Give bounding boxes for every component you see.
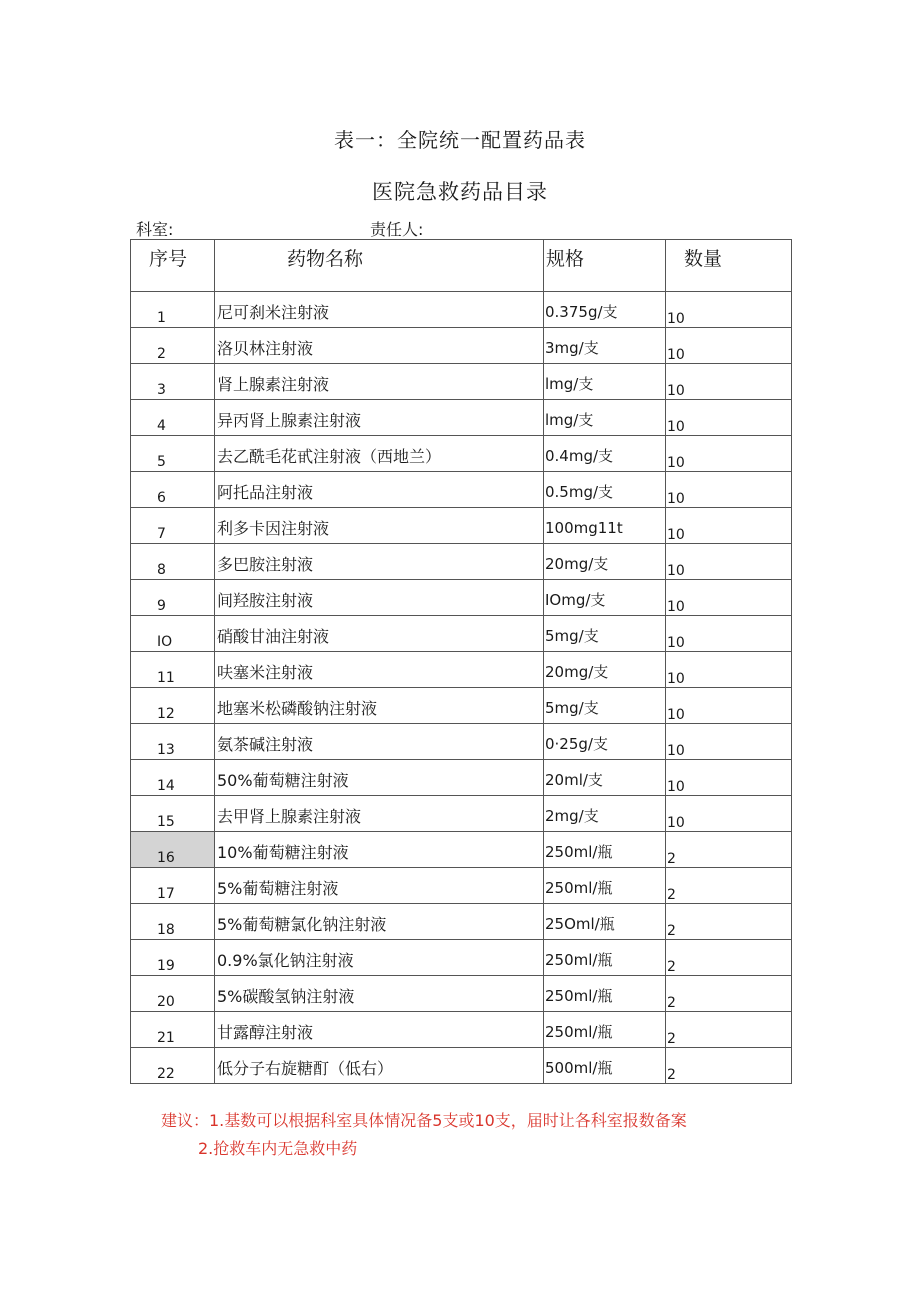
cell-name: 氨茶碱注射液 — [215, 724, 544, 760]
header-qty: 数量 — [666, 240, 792, 292]
cell-qty: 10 — [666, 724, 792, 760]
table-row — [131, 688, 792, 724]
cell-no: 22 — [131, 1048, 215, 1084]
table-row — [131, 868, 792, 904]
cell-qty: 2 — [666, 1012, 792, 1048]
cell-spec: 250ml/瓶 — [544, 940, 666, 976]
cell-name: 肾上腺素注射液 — [215, 364, 544, 400]
cell-name: 5%碳酸氢钠注射液 — [215, 976, 544, 1012]
cell-qty: 2 — [666, 832, 792, 868]
cell-qty: 10 — [666, 760, 792, 796]
cell-no: 4 — [131, 400, 215, 436]
cell-spec: 500ml/瓶 — [544, 1048, 666, 1084]
cell-spec: 250ml/瓶 — [544, 868, 666, 904]
cell-qty: 2 — [666, 940, 792, 976]
note-line-1: 建议：1.基数可以根据科室具体情况备5支或10支，届时让各科室报数备案 — [161, 1111, 687, 1130]
cell-no: 5 — [131, 436, 215, 472]
table-row — [131, 832, 792, 868]
cell-name: 硝酸甘油注射液 — [215, 616, 544, 652]
header-name: 药物名称 — [215, 240, 544, 292]
cell-no: 9 — [131, 580, 215, 616]
table-header-row — [131, 240, 792, 292]
cell-qty: 2 — [666, 904, 792, 940]
cell-name: 5%葡萄糖注射液 — [215, 868, 544, 904]
cell-name: 地塞米松磷酸钠注射液 — [215, 688, 544, 724]
cell-qty: 10 — [666, 400, 792, 436]
table-row — [131, 328, 792, 364]
cell-spec: lmg/支 — [544, 364, 666, 400]
cell-no: IO — [131, 616, 215, 652]
table-row — [131, 652, 792, 688]
table-row — [131, 580, 792, 616]
cell-no: 20 — [131, 976, 215, 1012]
cell-no: 18 — [131, 904, 215, 940]
table-row — [131, 616, 792, 652]
cell-spec: 20mg/支 — [544, 652, 666, 688]
cell-no: 19 — [131, 940, 215, 976]
cell-qty: 10 — [666, 508, 792, 544]
cell-qty: 10 — [666, 652, 792, 688]
cell-qty: 10 — [666, 796, 792, 832]
cell-name: 5%葡萄糖氯化钠注射液 — [215, 904, 544, 940]
cell-qty: 10 — [666, 688, 792, 724]
cell-no: 21 — [131, 1012, 215, 1048]
cell-no: 3 — [131, 364, 215, 400]
cell-name: 阿托品注射液 — [215, 472, 544, 508]
cell-spec: IOmg/支 — [544, 580, 666, 616]
cell-name: 间羟胺注射液 — [215, 580, 544, 616]
page-subtitle: 医院急救药品目录 — [372, 180, 548, 204]
cell-qty: 10 — [666, 436, 792, 472]
cell-name: 去乙酰毛花甙注射液（西地兰） — [215, 436, 544, 472]
cell-spec: 0.4mg/支 — [544, 436, 666, 472]
table-row — [131, 544, 792, 580]
table-row — [131, 508, 792, 544]
table-row — [131, 724, 792, 760]
cell-qty: 10 — [666, 364, 792, 400]
cell-no: 12 — [131, 688, 215, 724]
cell-no: 1 — [131, 292, 215, 328]
cell-spec: lmg/支 — [544, 400, 666, 436]
cell-no: 8 — [131, 544, 215, 580]
table-row — [131, 364, 792, 400]
cell-spec: 0·25g/支 — [544, 724, 666, 760]
note-line-2: 2.抢救车内无急救中药 — [198, 1139, 358, 1158]
drug-table — [130, 239, 792, 1084]
table-row — [131, 904, 792, 940]
cell-spec: 250ml/瓶 — [544, 832, 666, 868]
responsible-person-label: 责任人: — [370, 220, 424, 239]
cell-name: 尼可刹米注射液 — [215, 292, 544, 328]
cell-no: 15 — [131, 796, 215, 832]
cell-name: 10%葡萄糖注射液 — [215, 832, 544, 868]
cell-qty: 10 — [666, 544, 792, 580]
table-row — [131, 976, 792, 1012]
department-label: 科室: — [136, 220, 174, 239]
table-row — [131, 796, 792, 832]
cell-qty: 2 — [666, 868, 792, 904]
page-title: 表一：全院统一配置药品表 — [334, 128, 586, 152]
cell-no: 17 — [131, 868, 215, 904]
cell-name: 低分子右旋糖酊（低右） — [215, 1048, 544, 1084]
cell-name: 异丙肾上腺素注射液 — [215, 400, 544, 436]
cell-name: 洛贝林注射液 — [215, 328, 544, 364]
cell-name: 多巴胺注射液 — [215, 544, 544, 580]
cell-spec: 20mg/支 — [544, 544, 666, 580]
cell-spec: 5mg/支 — [544, 688, 666, 724]
table-row — [131, 400, 792, 436]
table-row — [131, 940, 792, 976]
cell-name: 去甲肾上腺素注射液 — [215, 796, 544, 832]
cell-name: 利多卡因注射液 — [215, 508, 544, 544]
cell-no: 11 — [131, 652, 215, 688]
cell-qty: 2 — [666, 976, 792, 1012]
table-row — [131, 436, 792, 472]
table-row — [131, 292, 792, 328]
cell-spec: 100mg11t — [544, 508, 666, 544]
cell-qty: 10 — [666, 292, 792, 328]
cell-spec: 5mg/支 — [544, 616, 666, 652]
cell-no: 2 — [131, 328, 215, 364]
cell-no: 13 — [131, 724, 215, 760]
header-spec: 规格 — [544, 240, 666, 292]
cell-name: 呋塞米注射液 — [215, 652, 544, 688]
header-no: 序号 — [131, 240, 215, 292]
table-row — [131, 1012, 792, 1048]
cell-qty: 10 — [666, 580, 792, 616]
cell-spec: 250ml/瓶 — [544, 976, 666, 1012]
cell-spec: 20ml/支 — [544, 760, 666, 796]
cell-name: 0.9%氯化钠注射液 — [215, 940, 544, 976]
cell-no: 14 — [131, 760, 215, 796]
cell-name: 50%葡萄糖注射液 — [215, 760, 544, 796]
cell-no: 7 — [131, 508, 215, 544]
cell-spec: 2mg/支 — [544, 796, 666, 832]
cell-no: 6 — [131, 472, 215, 508]
cell-spec: 25Oml/瓶 — [544, 904, 666, 940]
cell-spec: 0.375g/支 — [544, 292, 666, 328]
cell-qty: 10 — [666, 328, 792, 364]
table-row — [131, 472, 792, 508]
cell-qty: 10 — [666, 616, 792, 652]
cell-no: 16 — [131, 832, 215, 868]
cell-qty: 2 — [666, 1048, 792, 1084]
cell-spec: 3mg/支 — [544, 328, 666, 364]
cell-qty: 10 — [666, 472, 792, 508]
table-row — [131, 1048, 792, 1084]
cell-spec: 0.5mg/支 — [544, 472, 666, 508]
cell-spec: 250ml/瓶 — [544, 1012, 666, 1048]
table-row — [131, 760, 792, 796]
cell-name: 甘露醇注射液 — [215, 1012, 544, 1048]
